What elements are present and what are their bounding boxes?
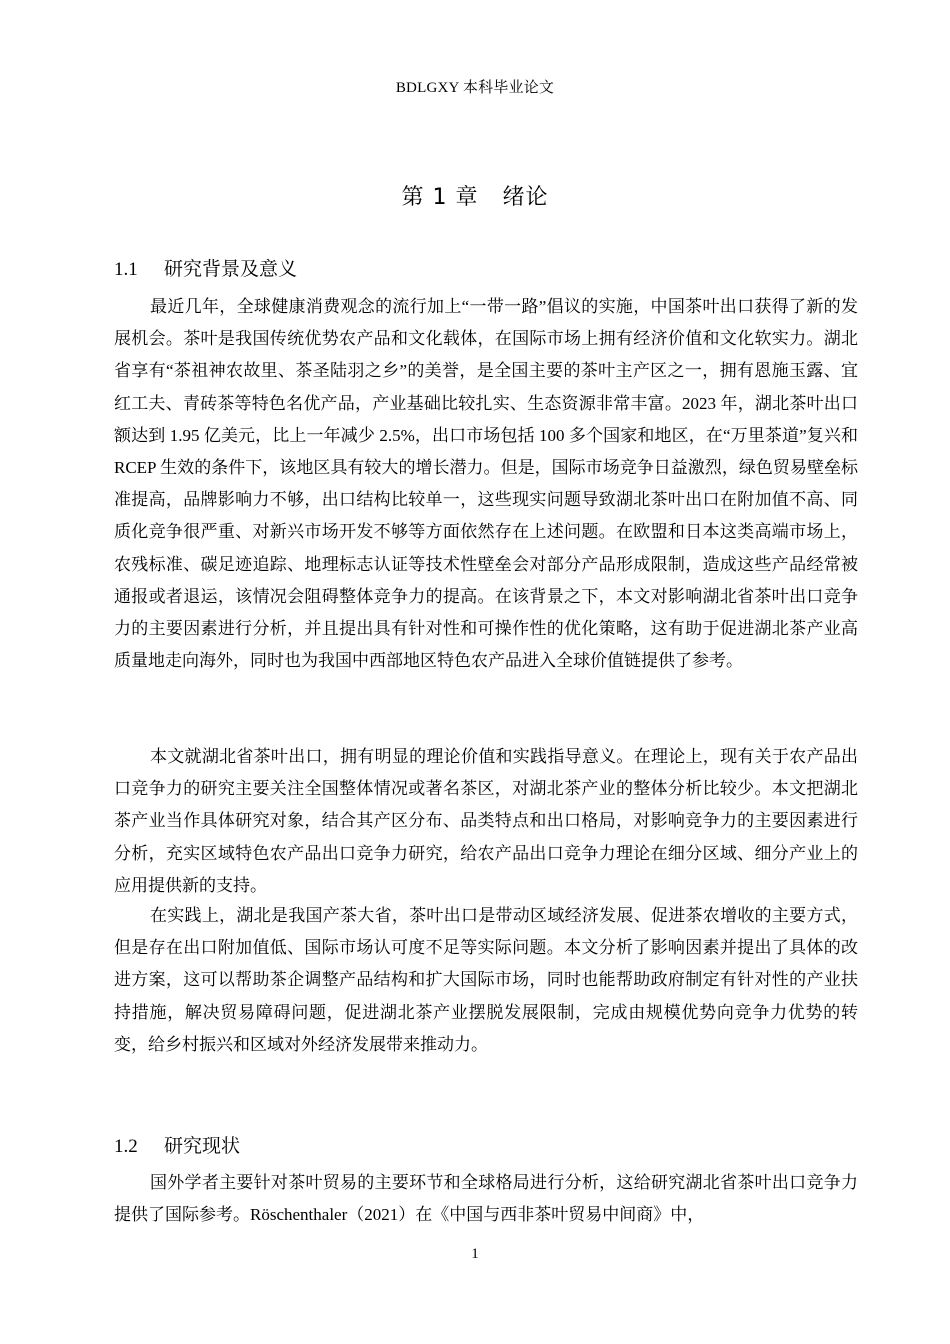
chapter-number: 第 1 章 [401, 185, 479, 210]
paragraph-background: 最近几年，全球健康消费观念的流行加上“一带一路”倡议的实施，中国茶叶出口获得了新的发展机会。茶叶是我国传统优势农产品和文化载体，在国际市场上拥有经济价值和文化软实力。湖北省享有“茶祖神农故里、茶圣陆羽之乡”的美誉，是全国主要的茶叶主产区之一，拥有恩施玉露、宜红工夫、青砖茶等特色名优产品，产业基础比较扎实、生态资源非常丰富。2023 年，湖北茶叶出口额达到 1.95 亿美元，比上一年减少 2.5%，出口市场包括 100 多个国家和地区，在“万里茶道”复兴和 RCEP 生效的条件下，该地区具有较大的增长潜力。但是，国际市场竞争日益激烈，绿色贸易壁垒标准提高，品牌影响力不够，出口结构比较单一，这些现实问题导致湖北茶叶出口在附加值不高、同质化竞争很严重、对新兴市场开发不够等方面依然存在上述问题。在欧盟和日本这类高端市场上，农残标准、碳足迹追踪、地理标志认证等技术性壁垒会对部分产品形成限制，造成这些产品经常被通报或者退运，该情况会阻碍整体竞争力的提高。在该背景之下，本文对影响湖北省茶叶出口竞争力的主要因素进行分析，并且提出具有针对性和可操作性的优化策略，这有助于促进湖北茶产业高质量地走向海外，同时也为我国中西部地区特色农产品进入全球价值链提供了参考。 [114, 297, 858, 671]
chapter-title [0, 180, 950, 211]
section-title: 研究背景及意义 [164, 258, 298, 280]
page-number: 1 [471, 1246, 479, 1262]
paragraph-theoretical-significance: 本文就湖北省茶叶出口，拥有明显的理论价值和实践指导意义。在理论上，现有关于农产品出口竞争力的研究主要关注全国整体情况或著名茶区，对湖北茶产业的整体分析比较少。本文把湖北茶产业当作具体研究对象，结合其产区分布、品类特点和出口格局，对影响竞争力的主要因素进行分析，充实区域特色农产品出口竞争力研究，给农产品出口竞争力理论在细分区域、细分产业上的应用提供新的支持。 [114, 747, 858, 895]
running-header: BDLGXY 本科毕业论文 [395, 80, 555, 96]
section-heading-1-2 [114, 1131, 240, 1158]
chapter-name: 绪论 [502, 185, 549, 210]
paragraph-research-status: 国外学者主要针对茶叶贸易的主要环节和全球格局进行分析，这给研究湖北省茶叶出口竞争力提供了国际参考。Röschenthaler（2021）在《中国与西非茶叶贸易中间商》中， [114, 1173, 858, 1225]
paragraph-practical-significance: 在实践上，湖北是我国产茶大省，茶叶出口是带动区域经济发展、促进茶农增收的主要方式，但是存在出口附加值低、国际市场认可度不足等实际问题。本文分析了影响因素并提出了具体的改进方案，这可以帮助茶企调整产品结构和扩大国际市场，同时也能帮助政府制定有针对性的产业扶持措施，解决贸易障碍问题，促进湖北茶产业摆脱发展限制，完成由规模优势向竞争力优势的转变，给乡村振兴和区域对外经济发展带来推动力。 [114, 906, 858, 1054]
section-number: 1.1 [114, 259, 138, 280]
section-title: 研究现状 [164, 1135, 241, 1157]
section-heading-1-1 [114, 254, 297, 281]
section-number: 1.2 [114, 1136, 138, 1157]
